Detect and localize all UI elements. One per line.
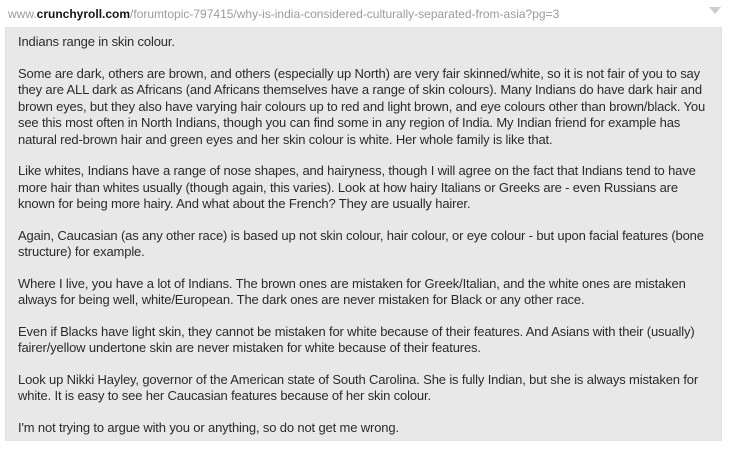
post-paragraph: Where I live, you have a lot of Indians. The brown ones are mistaken for Greek/Italian, and the white ones are mistaken always for being well, white/European. The dark ones are never mistaken for Black or any other race.: [18, 275, 686, 307]
post-paragraph: Indians range in skin colour.: [18, 34, 175, 49]
url-path: /forumtopic-797415/why-is-india-considered-culturally-separated-from-asia?pg=3: [130, 7, 560, 21]
post-paragraph: Like whites, Indians have a range of nose shapes, and hairyness, though I will agree on the fact that Indians tend to have more hair than whites usually (though again, this varies). Look at how hairy Italians or Greeks are - even Russians are known for being more hairy. And what about the French? They are usually hairer.: [18, 163, 696, 211]
post-paragraph: Look up Nikki Hayley, governor of the American state of South Carolina. She is fully Indian, but she is always mistaken for white. It is easy to see her Caucasian features because of her skin colour.: [18, 371, 699, 403]
post-paragraph: Some are dark, others are brown, and others (especially up North) are very fair skinned/white, so it is not fair of you to say they are ALL dark as Africans (and Africans themselves have a range of skin colours). Many Indians do have dark hair and brown eyes, but they also have varying hair colours up to red and light brown, and eye colours other than brown/black. You see this most often in North Indians, though you can find some in any region of India. My Indian friend for example has natural red-brown hair and green eyes and her skin colour is white. Her whole family is like that.: [18, 65, 706, 147]
post-paragraph: Again, Caucasian (as any other race) is based up not skin colour, hair colour, or eye colour - but upon facial features (bone structure) for example.: [18, 227, 704, 259]
url-prefix: www.: [8, 7, 37, 21]
post-paragraph: I'm not trying to argue with you or anything, so do not get me wrong.: [18, 419, 399, 435]
forum-post-content: [5, 27, 722, 441]
chevron-down-icon[interactable]: [709, 7, 721, 14]
browser-url-bar[interactable]: [0, 0, 730, 27]
url-domain: crunchyroll.com: [36, 7, 131, 21]
post-paragraph: Even if Blacks have light skin, they cannot be mistaken for white because of their features. And Asians with their (usually) fairer/yellow undertone skin are never mistaken for white because of their features.: [18, 323, 695, 355]
